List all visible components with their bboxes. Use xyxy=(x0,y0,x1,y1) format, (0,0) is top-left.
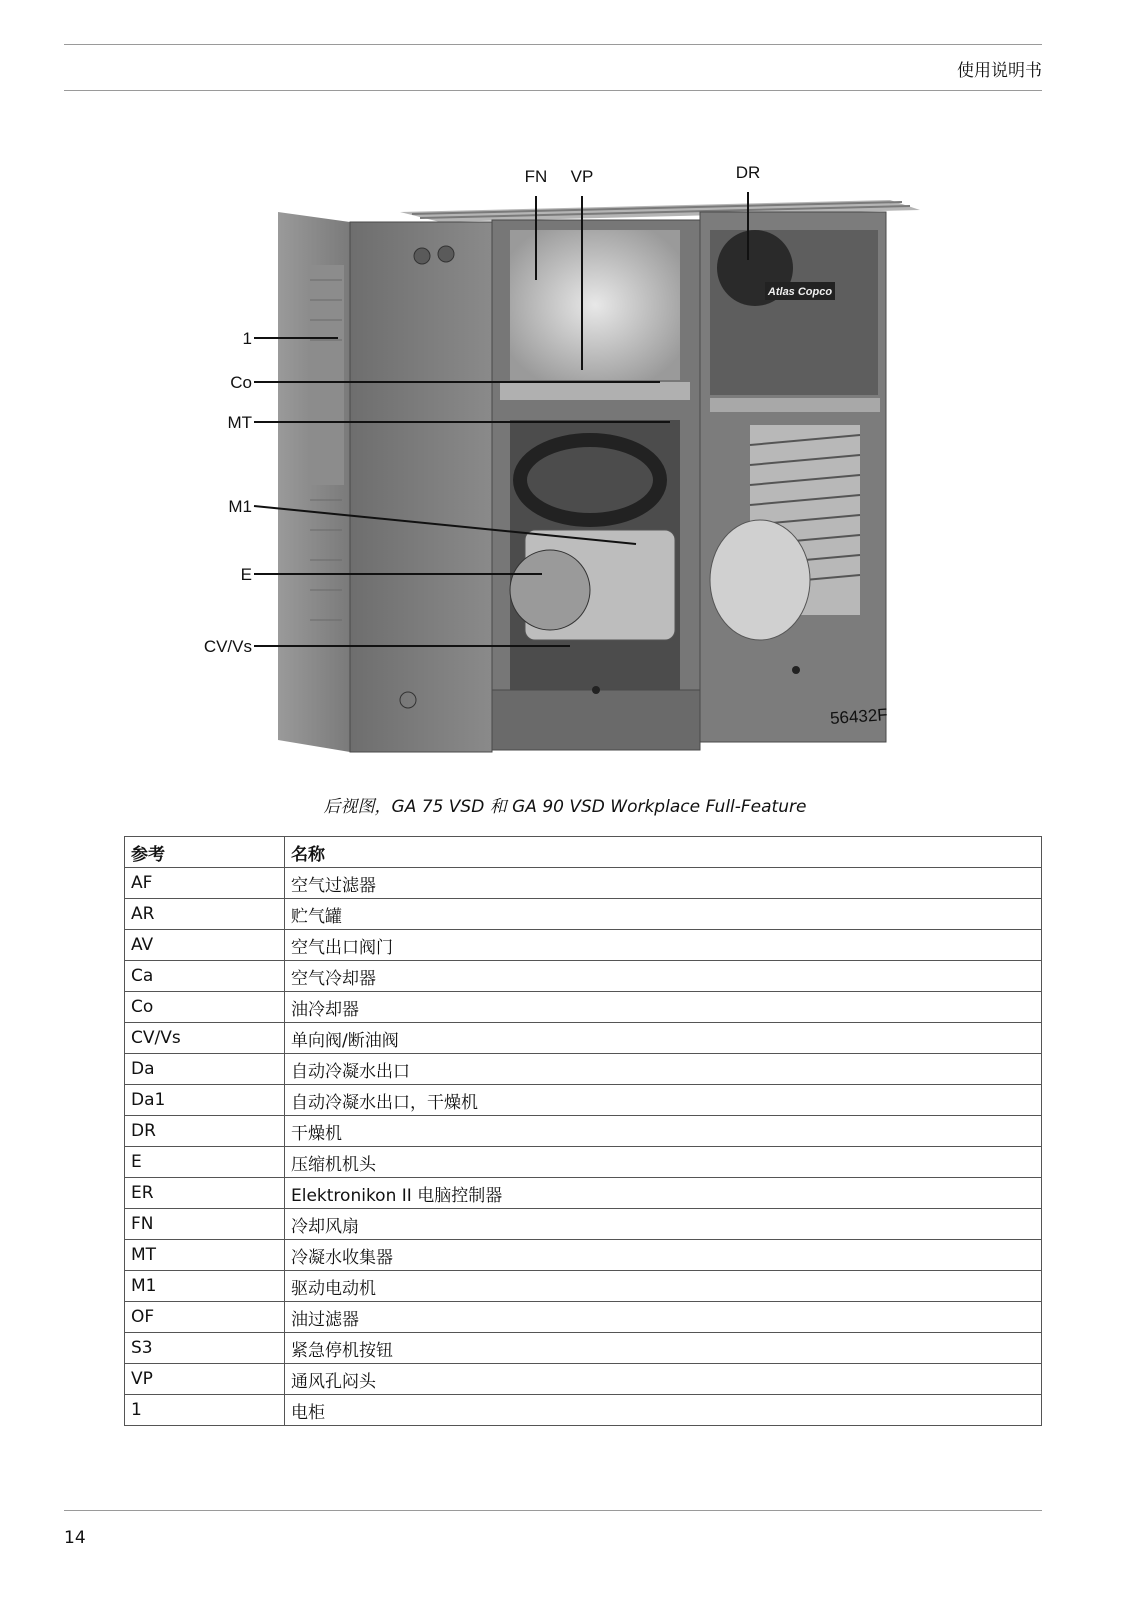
table-row xyxy=(125,1209,1042,1240)
name-cell: 驱动电动机 xyxy=(285,1271,1042,1302)
header-bottom-rule xyxy=(64,90,1042,91)
table-row xyxy=(125,992,1042,1023)
name-cell: 通风孔闷头 xyxy=(285,1364,1042,1395)
callout-co: Co xyxy=(230,373,252,392)
callout-mt: MT xyxy=(227,413,252,432)
name-cell: 油过滤器 xyxy=(285,1302,1042,1333)
reference-cell: AR xyxy=(125,899,285,930)
reference-cell: CV/Vs xyxy=(125,1023,285,1054)
reference-cell: Ca xyxy=(125,961,285,992)
electrical-cabinet-door xyxy=(350,222,492,752)
middle-bottom-hole xyxy=(592,686,600,694)
name-cell: 空气冷却器 xyxy=(285,961,1042,992)
page-number: 14 xyxy=(64,1528,86,1548)
name-cell: 压缩机机头 xyxy=(285,1147,1042,1178)
dryer-shelf xyxy=(710,398,880,412)
table-row xyxy=(125,1054,1042,1085)
reference-cell: AV xyxy=(125,930,285,961)
reference-cell: S3 xyxy=(125,1333,285,1364)
callout-vp: VP xyxy=(570,167,594,186)
table-row xyxy=(125,1147,1042,1178)
cabinet-lock xyxy=(414,248,430,264)
figure-caption: 后视图，GA 75 VSD 和 GA 90 VSD Workplace Full-Feature xyxy=(323,797,807,817)
name-cell: Elektronikon II 电脑控制器 xyxy=(285,1178,1042,1209)
image-code: 56432F xyxy=(829,705,889,729)
compressor-rear-view-figure xyxy=(190,150,940,780)
reference-cell: AF xyxy=(125,868,285,899)
callout-cv-vs: CV/Vs xyxy=(203,637,252,656)
name-cell: 空气出口阀门 xyxy=(285,930,1042,961)
table-row xyxy=(125,1178,1042,1209)
table-row xyxy=(125,1240,1042,1271)
name-cell: 自动冷凝水出口，干燥机 xyxy=(285,1085,1042,1116)
brand-logo: Atlas Copco xyxy=(767,286,833,298)
name-cell: 空气过滤器 xyxy=(285,868,1042,899)
name-cell: 紧急停机按钮 xyxy=(285,1333,1042,1364)
table-row xyxy=(125,930,1042,961)
reference-cell: Da1 xyxy=(125,1085,285,1116)
table-row xyxy=(125,899,1042,930)
reference-cell: E xyxy=(125,1147,285,1178)
document-title: 使用说明书 xyxy=(957,61,1042,81)
motor-coupling xyxy=(510,550,590,630)
callout-dr: DR xyxy=(735,163,761,182)
reference-cell: OF xyxy=(125,1302,285,1333)
oil-cooler-shelf xyxy=(500,382,690,400)
left-side-panel-vents xyxy=(308,265,344,485)
table-row xyxy=(125,1271,1042,1302)
header-name: 名称 xyxy=(285,837,1042,868)
callout-fn: FN xyxy=(524,167,548,186)
name-cell: 电柜 xyxy=(285,1395,1042,1426)
name-cell: 干燥机 xyxy=(285,1116,1042,1147)
reference-cell: M1 xyxy=(125,1271,285,1302)
table-row xyxy=(125,1395,1042,1426)
reference-table xyxy=(124,836,1042,1426)
table-row xyxy=(125,961,1042,992)
table-row xyxy=(125,1302,1042,1333)
callout-e: E xyxy=(240,565,252,584)
footer-rule xyxy=(64,1510,1042,1511)
callout-1: 1 xyxy=(242,329,252,348)
table-row xyxy=(125,868,1042,899)
name-cell: 油冷却器 xyxy=(285,992,1042,1023)
cabinet-lock-2 xyxy=(438,246,454,262)
table-row xyxy=(125,1116,1042,1147)
name-cell: 贮气罐 xyxy=(285,899,1042,930)
table-row xyxy=(125,1364,1042,1395)
reference-cell: Da xyxy=(125,1054,285,1085)
dryer-bottom-hole xyxy=(792,666,800,674)
table-row xyxy=(125,1333,1042,1364)
dryer-blower xyxy=(710,520,810,640)
reference-cell: FN xyxy=(125,1209,285,1240)
reference-cell: VP xyxy=(125,1364,285,1395)
reference-cell: DR xyxy=(125,1116,285,1147)
name-cell: 自动冷凝水出口 xyxy=(285,1054,1042,1085)
name-cell: 冷凝水收集器 xyxy=(285,1240,1042,1271)
reference-cell: 1 xyxy=(125,1395,285,1426)
header-top-rule xyxy=(64,44,1042,45)
table-row xyxy=(125,1085,1042,1116)
middle-bottom-panel xyxy=(492,690,700,750)
table-row xyxy=(125,1023,1042,1054)
callout-m1: M1 xyxy=(228,497,252,516)
reference-cell: Co xyxy=(125,992,285,1023)
name-cell: 冷却风扇 xyxy=(285,1209,1042,1240)
name-cell: 单向阀/断油阀 xyxy=(285,1023,1042,1054)
table-header-row xyxy=(125,837,1042,868)
reference-cell: ER xyxy=(125,1178,285,1209)
header-reference: 参考 xyxy=(125,837,285,868)
reference-cell: MT xyxy=(125,1240,285,1271)
